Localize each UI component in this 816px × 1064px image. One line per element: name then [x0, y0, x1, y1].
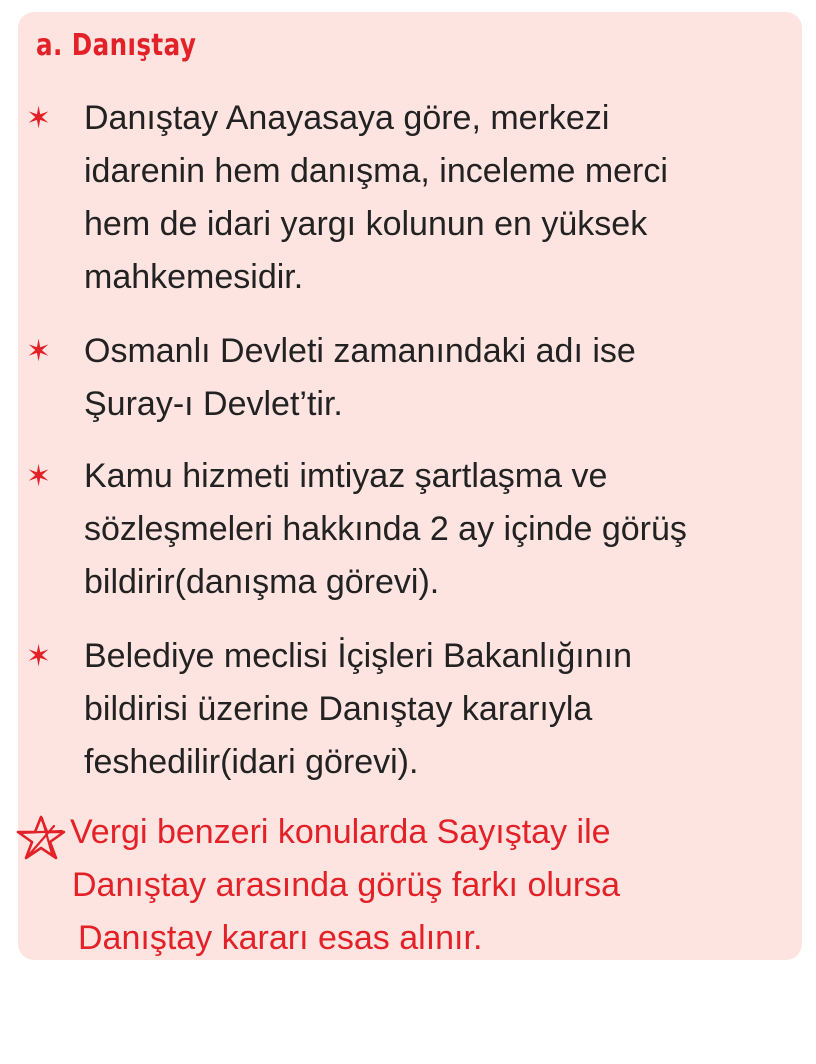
note-line: Vergi benzeri konularda Sayıştay ile	[70, 813, 611, 851]
item-line: Danıştay Anayasaya göre, merkezi	[84, 99, 610, 137]
list-item	[84, 325, 784, 431]
item-line: Kamu hizmeti imtiyaz şartlaşma ve	[84, 457, 608, 495]
list-item	[84, 92, 784, 304]
item-line: bildirir(danışma görevi).	[84, 563, 440, 601]
note-line: Danıştay kararı esas alınır.	[78, 919, 483, 957]
bullet-star-icon: ✶	[26, 101, 52, 136]
list-item	[84, 630, 784, 789]
section-heading: a. Danıştay	[36, 28, 197, 63]
item-line: Osmanlı Devleti zamanındaki adı ise	[84, 332, 636, 370]
note-item	[70, 806, 770, 965]
item-line: sözleşmeleri hakkında 2 ay içinde görüş	[84, 510, 687, 548]
bullet-star-icon: ✶	[26, 459, 52, 494]
bullet-star-icon: ✶	[26, 334, 52, 369]
item-line: Belediye meclisi İçişleri Bakanlığının	[84, 637, 633, 675]
item-line: Şuray-ı Devlet’tir.	[84, 385, 343, 423]
item-line: feshedilir(idari görevi).	[84, 743, 419, 781]
note-line: Danıştay arasında görüş farkı olursa	[72, 866, 621, 904]
hand-drawn-star-icon	[16, 814, 66, 860]
bullet-star-icon: ✶	[26, 639, 52, 674]
item-line: bildirisi üzerine Danıştay kararıyla	[84, 690, 593, 728]
item-line: mahkemesidir.	[84, 258, 304, 296]
list-item	[84, 450, 784, 609]
item-line: idarenin hem danışma, inceleme merci	[84, 152, 668, 190]
item-line: hem de idari yargı kolunun en yüksek	[84, 205, 648, 243]
